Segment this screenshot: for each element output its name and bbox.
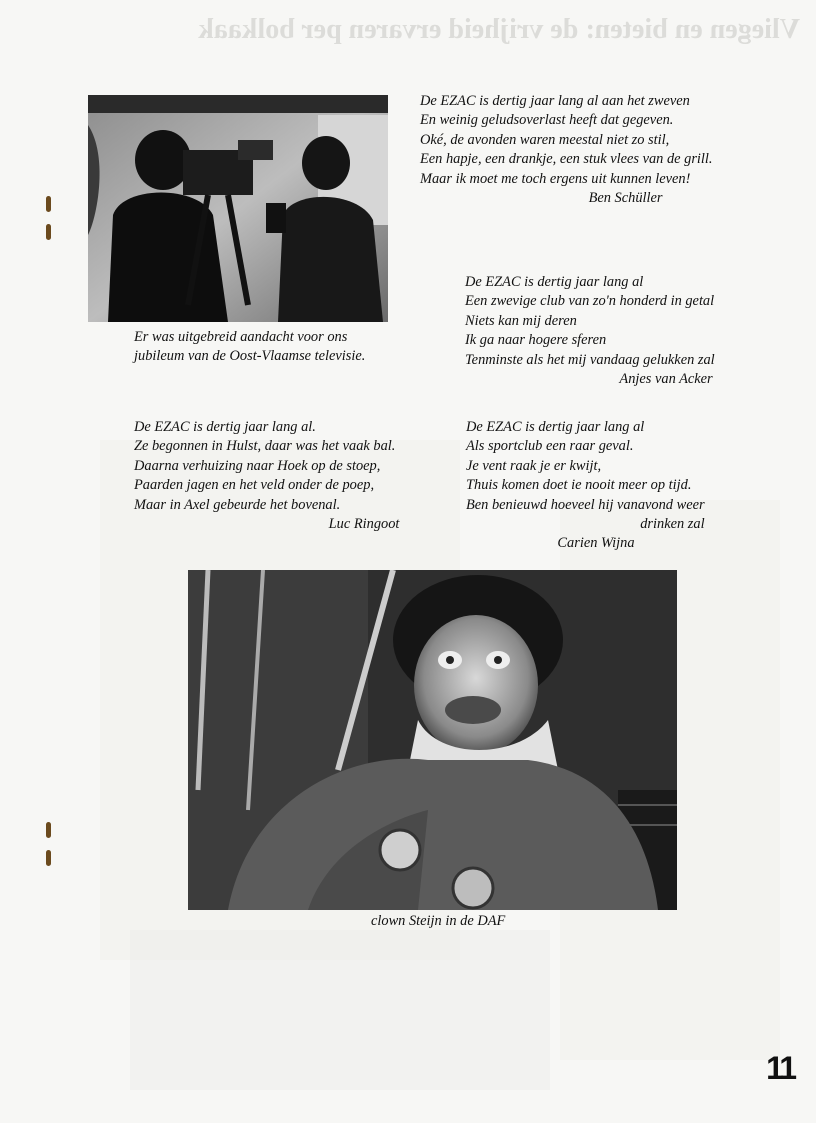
poem-line: Niets kan mij deren xyxy=(465,312,577,329)
poem-line: Maar in Axel gebeurde het bovenal. xyxy=(134,496,341,513)
binder-hole xyxy=(46,822,51,838)
page-number: 11 xyxy=(766,1050,794,1086)
poem-line: Een hapje, een drankje, een stuk vlees van de grill. xyxy=(420,151,713,168)
poem-line: De EZAC is dertig jaar lang al. xyxy=(134,419,316,435)
photo-clown-caption: clown Steijn in de DAF xyxy=(371,913,506,929)
poem-line: En weinig geludsoverlast heeft dat gegeven. xyxy=(420,112,674,129)
caption-line: jubileum van de Oost-Vlaamse televisie. xyxy=(134,348,366,365)
poem-carien-wijna xyxy=(466,418,705,554)
poem-line: De EZAC is dertig jaar lang al xyxy=(466,419,645,435)
poem-line: Ben benieuwd hoeveel hij vanavond weer xyxy=(466,496,705,513)
poem-line: Maar ik moet me toch ergens uit kunnen leven! xyxy=(420,170,691,187)
binder-hole xyxy=(46,850,51,866)
bleed-through-title: Vliegen en bieten: de vrijheid ervaren per bolkaak xyxy=(198,14,800,45)
poem-author: Carien Wijna xyxy=(557,535,635,552)
poem-line: Ik ga naar hogere sferen xyxy=(465,332,607,349)
binder-hole xyxy=(46,224,51,240)
poem-luc-ringoot xyxy=(134,418,400,534)
bleed-through-text xyxy=(130,930,550,1090)
poem-author: Anjes van Acker xyxy=(619,371,713,388)
binder-hole xyxy=(46,196,51,212)
poem-line: Daarna verhuizing naar Hoek op de stoep, xyxy=(134,457,381,474)
poem-line: Tenminste als het mij vandaag gelukken zal xyxy=(465,351,715,368)
poem-author: Luc Ringoot xyxy=(328,516,400,533)
photo-tv-crew-caption xyxy=(134,328,365,367)
photo-tv-crew xyxy=(88,95,388,322)
poem-line: Je vent raak je er kwijt, xyxy=(466,457,602,474)
photo-clown-steijn-image xyxy=(188,570,677,910)
caption-line: Er was uitgebreid aandacht voor ons xyxy=(134,329,348,345)
poem-line: Een zwevige club van zo'n honderd in getal xyxy=(465,293,715,310)
poem-line: De EZAC is dertig jaar lang al xyxy=(465,274,644,290)
photo-tv-crew-image xyxy=(88,95,388,322)
poem-line: Ze begonnen in Hulst, daar was het vaak bal. xyxy=(134,438,396,455)
poem-line: Thuis komen doet ie nooit meer op tijd. xyxy=(466,477,692,494)
poem-line: Als sportclub een raar geval. xyxy=(466,438,634,455)
poem-line: drinken zal xyxy=(640,516,705,533)
poem-author: Ben Schüller xyxy=(588,190,663,207)
poem-ben-schuller xyxy=(420,92,713,208)
poem-line: Oké, de avonden waren meestal niet zo stil, xyxy=(420,131,670,148)
photo-clown-steijn xyxy=(188,570,677,910)
poem-line: De EZAC is dertig jaar lang al aan het zweven xyxy=(420,93,690,109)
poem-line: Paarden jagen en het veld onder de poep, xyxy=(134,477,375,494)
poem-anjes-van-acker xyxy=(465,273,715,389)
